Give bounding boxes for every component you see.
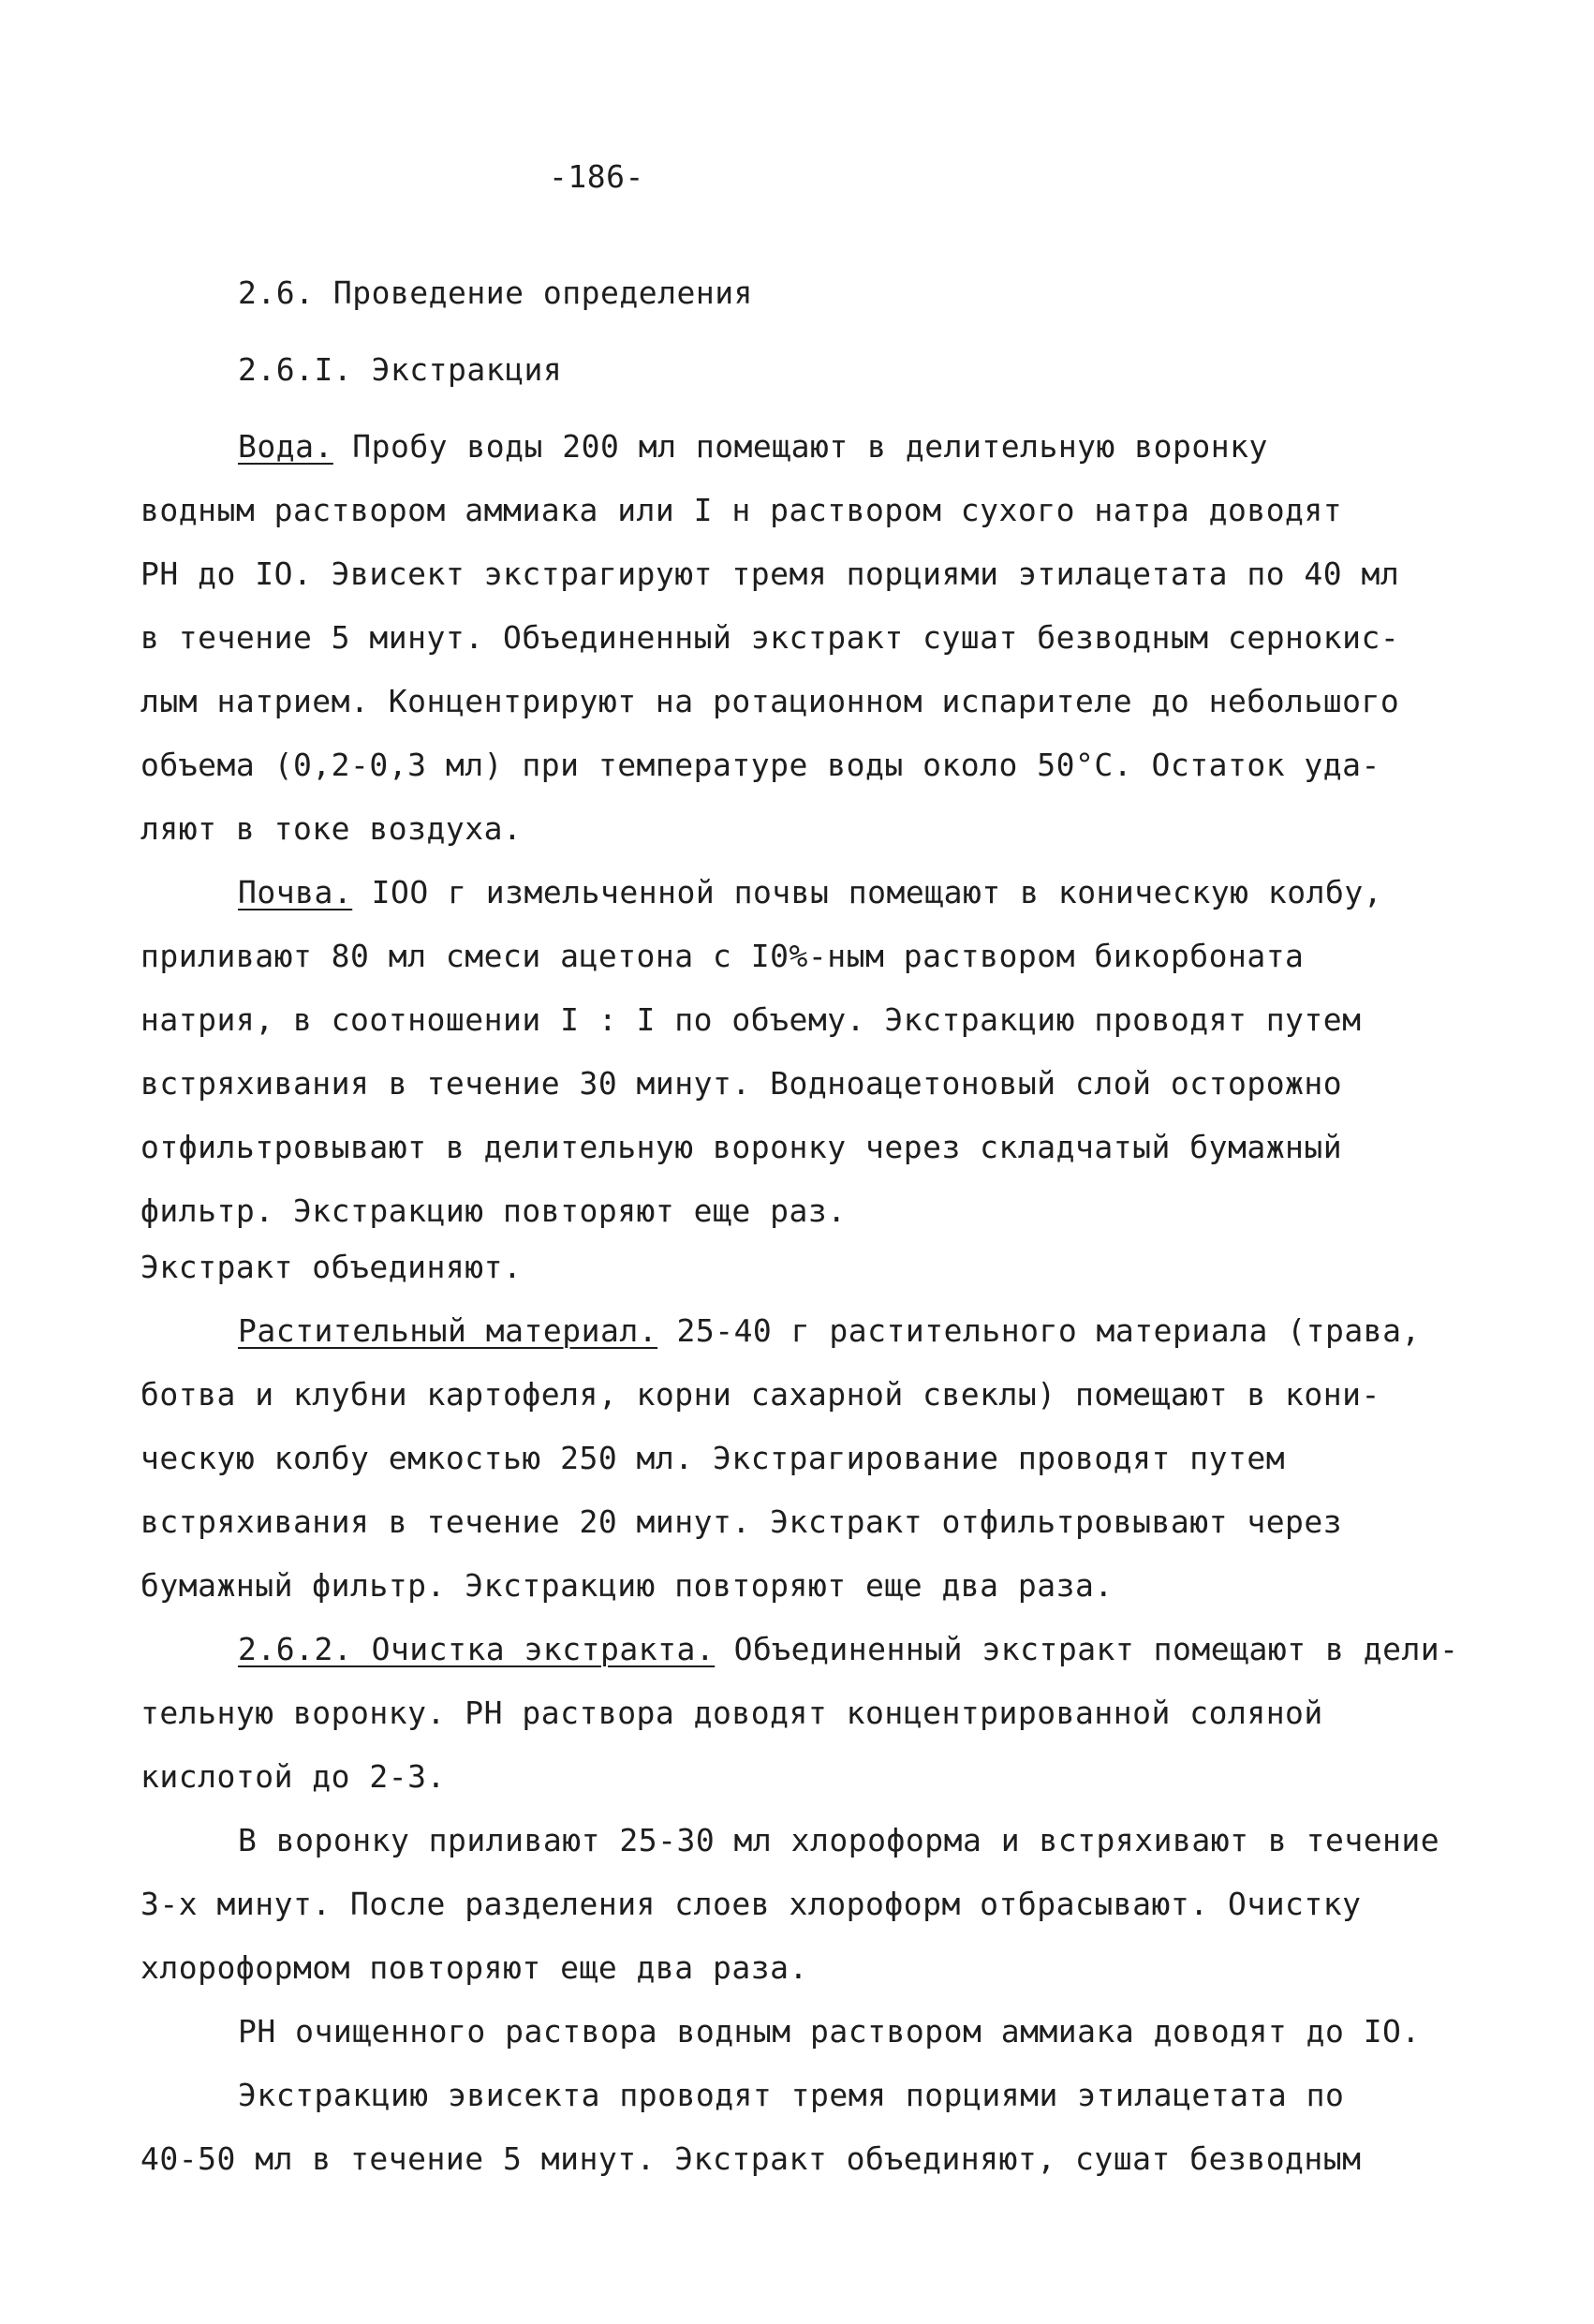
- soil-text: IOO г измельченной почвы помещают в коническую колбу,: [352, 874, 1383, 910]
- plant-paragraph-line: ческую колбу емкостью 250 мл. Экстрагирование проводят путем: [140, 1440, 1286, 1476]
- soil-paragraph-line: встряхивания в течение 30 минут. Водноацетоновый слой осторожно: [140, 1065, 1343, 1102]
- soil-paragraph-line: фильтр. Экстракцию повторяют еще раз.: [140, 1192, 847, 1229]
- cleanup-paragraph-line: [238, 1631, 1459, 1667]
- water-paragraph-line: в течение 5 минут. Объединенный экстракт сушат безводным сернокис-: [140, 619, 1400, 656]
- soil-paragraph-line: отфильтровывают в делительную воронку через складчатый бумажный: [140, 1129, 1343, 1165]
- cleanup-paragraph-line: хлороформом повторяют еще два раза.: [140, 1949, 808, 1986]
- soil-label: Почва.: [238, 874, 353, 910]
- water-paragraph-line: лым натрием. Концентрируют на ротационном испарителе до небольшого: [140, 683, 1400, 719]
- water-paragraph-line: объема (0,2-0,3 мл) при температуре воды около 50°С. Остаток уда-: [140, 747, 1380, 783]
- section-heading-2-6: 2.6. Проведение определения: [238, 274, 753, 311]
- water-paragraph-line: РН до IO. Эвисект экстрагируют тремя порциями этилацетата по 40 мл: [140, 555, 1400, 592]
- cleanup-paragraph-line: тельную воронку. РН раствора доводят концентрированной соляной: [140, 1695, 1323, 1731]
- water-paragraph-line: [238, 428, 1268, 465]
- cleanup-paragraph-line: Экстракцию эвисекта проводят тремя порциями этилацетата по: [238, 2077, 1345, 2113]
- cleanup-paragraph-line: 40-50 мл в течение 5 минут. Экстракт объединяют, сушат безводным: [140, 2140, 1362, 2177]
- plant-label: Растительный материал.: [238, 1312, 658, 1349]
- cleanup-paragraph-line: В воронку приливают 25-30 мл хлороформа и встряхивают в течение: [238, 1822, 1440, 1858]
- water-paragraph-line: водным раствором аммиака или I н раствором сухого натра доводят: [140, 492, 1343, 528]
- water-label: Вода.: [238, 428, 333, 465]
- plant-paragraph-line: бумажный фильтр. Экстракцию повторяют еще два раза.: [140, 1567, 1114, 1604]
- cleanup-paragraph-line: кислотой до 2-3.: [140, 1758, 446, 1795]
- page-number: -186-: [549, 158, 644, 195]
- plant-paragraph-line: встряхивания в течение 20 минут. Экстракт отфильтровывают через: [140, 1503, 1343, 1540]
- water-paragraph-line: ляют в токе воздуха.: [140, 810, 523, 847]
- plant-text: 25-40 г растительного материала (трава,: [657, 1312, 1421, 1349]
- soil-paragraph-line: натрия, в соотношении I : I по объему. Экстракцию проводят путем: [140, 1001, 1362, 1038]
- section-heading-2-6-1: 2.6.I. Экстракция: [238, 351, 563, 388]
- soil-paragraph-line: [238, 874, 1383, 910]
- cleanup-text: Объединенный экстракт помещают в дели-: [715, 1631, 1459, 1667]
- cleanup-label: 2.6.2. Очистка экстракта.: [238, 1631, 716, 1667]
- cleanup-paragraph-line: 3-х минут. После разделения слоев хлороформ отбрасывают. Очистку: [140, 1886, 1362, 1922]
- cleanup-paragraph-line: РН очищенного раствора водным раствором аммиака доводят до IO.: [238, 2013, 1421, 2050]
- soil-paragraph-line: Экстракт объединяют.: [140, 1249, 523, 1285]
- water-text: Пробу воды 200 мл помещают в делительную воронку: [332, 428, 1268, 465]
- soil-paragraph-line: приливают 80 мл смеси ацетона с I0%-ным раствором бикорбоната: [140, 938, 1305, 974]
- plant-paragraph-line: ботва и клубни картофеля, корни сахарной свеклы) помещают в кони-: [140, 1376, 1380, 1413]
- plant-paragraph-line: [238, 1312, 1421, 1349]
